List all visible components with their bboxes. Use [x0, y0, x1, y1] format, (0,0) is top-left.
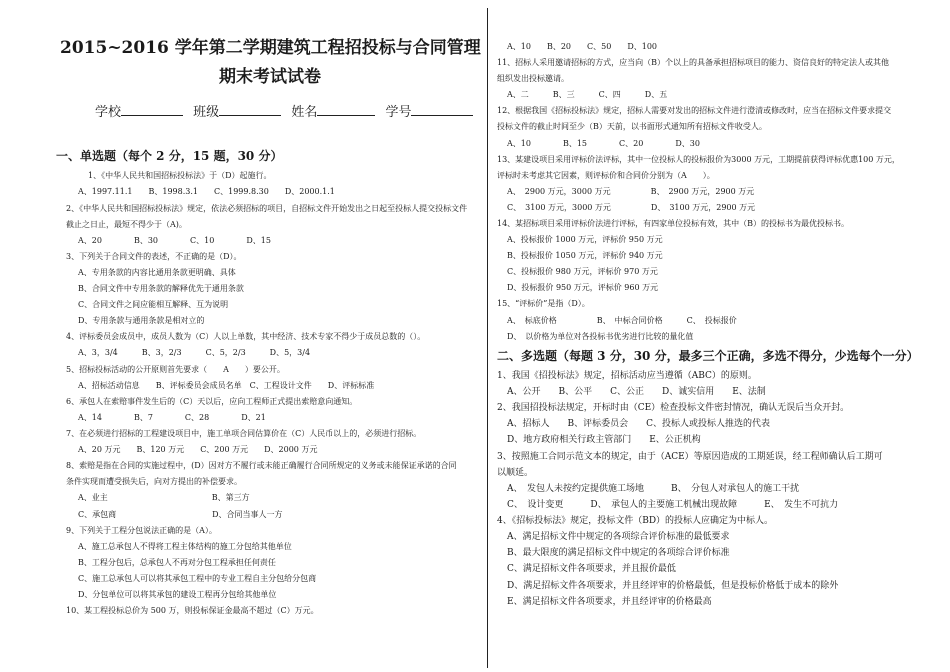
option-line: D、 以价格为单位对各投标书优劣进行比较的量化值	[507, 332, 694, 341]
option-line: A、 2900 万元，3000 万元 B、 2900 万元，2900 万元	[507, 187, 755, 196]
class-label: 班级	[193, 105, 220, 120]
option-line: A、招标人 B、评标委员会 C、投标人或投标人推选的代表	[507, 419, 771, 429]
question-line: 10、某工程投标总价为 500 万，则投标保证金最高不超过（C）万元。	[66, 606, 319, 615]
option-line: A、满足招标文件中规定的各项综合评价标准的最低要求	[507, 532, 730, 542]
question-line: 3、下列关于合同文件的表述，不正确的是（D）。	[66, 252, 242, 261]
question-line: 15、“评标价”是指（D）。	[497, 299, 590, 308]
question-line: 5、招标投标活动的公开原则首先要求（ A ）要公开。	[66, 365, 285, 374]
option-line: A、 标底价格 B、 中标合同价格 C、 投标报价	[507, 316, 737, 325]
option-line: C、施工总承包人可以将其承包工程中的专业工程自主分包给分包商	[78, 574, 317, 583]
option-line: C、合同文件之间应能相互解释、互为说明	[78, 300, 229, 309]
option-line: C、 设计变更 D、 承包人的主要施工机械出现故障 E、 发生不可抗力	[507, 500, 839, 510]
option-line: A、招标活动信息 B、评标委员会成员名单 C、工程设计文件 D、评标标准	[78, 381, 375, 390]
class-blank	[219, 103, 281, 116]
question-line: 条件实现而遭受损失后，向对方提出的补偿要求。	[66, 477, 242, 486]
question-line: 4、《招标投标法》规定，投标文件（BD）的投标人应确定为中标人。	[497, 516, 774, 526]
question-line: 截止之日止，最短不得少于（A)。	[66, 220, 187, 229]
option-line: C、承包商 D、合同当事人一方	[78, 510, 283, 519]
option-line: B、投标报价 1050 万元，评标价 940 万元	[507, 251, 663, 260]
question-line: 8、索赔是指在合同的实施过程中，(D）因对方不履行或未能正确履行合同所规定的义务或未能保证承诺的合同	[66, 461, 457, 470]
option-line: A、20 B、30 C、10 D、15	[78, 236, 271, 245]
question-line: 评标时未考虑其它因素，则评标价和合同价分别为（A ）。	[497, 171, 715, 180]
question-line: 13、某建设项目采用评标价法评标，其中一位投标人的投标报价为3000 万元，工期提前获得评标优惠100 万元，	[497, 155, 900, 164]
option-line: A、1997.11.1 B、1998.3.1 C、1999.8.30 D、2000.1.1	[78, 187, 335, 196]
school-label: 学校	[95, 105, 122, 120]
question-line: 3、按照施工合同示范文本的规定，由于（ACE）等原因造成的工期延误，经工程师确认后工期可	[497, 452, 883, 462]
question-line: 1、《中华人民共和国招标投标法》于（D）起施行。	[88, 171, 272, 180]
name-blank	[317, 103, 375, 116]
question-line: 投标文件的截止时间至少（B）天前，以书面形式通知所有招标文件收受人。	[497, 122, 767, 131]
option-line: A、二 B、三 C、四 D、五	[507, 90, 668, 99]
option-line: A、 发包人未按约定提供施工场地 B、 分包人对承包人的施工干扰	[507, 484, 800, 494]
question-line: 1、我国《招投标法》规定，招标活动应当遵循（ABC）的原则。	[497, 371, 757, 381]
id-blank	[411, 103, 473, 116]
column-divider	[487, 8, 488, 668]
option-line: D、专用条款与通用条款是相对立的	[78, 316, 205, 325]
question-line: 11、招标人采用邀请招标的方式，应当向（B）个以上的具备承担招标项目的能力、资信良好的特定法人或其他	[497, 58, 890, 67]
option-line: B、工程分包后，总承包人不再对分包工程承担任何责任	[78, 558, 276, 567]
name-label: 姓名	[291, 105, 318, 120]
option-line: D、满足招标文件各项要求，并且经评审的价格最低，但是投标价格低于成本的除外	[507, 581, 839, 591]
option-line: A、专用条款的内容比通用条款更明确、具体	[78, 268, 236, 277]
question-line: 以顺延。	[497, 468, 534, 478]
option-line: A、3，3/4 B、3，2/3 C、5，2/3 D、5，3/4	[78, 348, 311, 357]
question-line: 14、某招标项目采用评标价法进行评标，有四家单位投标有效，其中（B）的投标书为最优投标书。	[497, 219, 850, 228]
section-single-choice: 一、单选题（每个 2 分，15 题，30 分）	[56, 149, 283, 163]
option-line: A、业主 B、第三方	[78, 493, 250, 502]
question-line: 组织发出投标邀请。	[497, 74, 569, 83]
question-line: 6、承包人在索赔事件发生后的（C）天以后，应向工程师正式提出索赔意向通知。	[66, 397, 358, 406]
option-line: A、公开 B、公平 C、公正 D、诚实信用 E、法制	[507, 387, 766, 397]
question-line: 2、《中华人民共和国招标投标法》规定，依法必须招标的项目，自招标文件开始发出之日起至投标人提交投标文件	[66, 204, 468, 213]
option-line: E、满足招标文件各项要求，并且经评审的价格最高	[507, 597, 712, 607]
question-line: 12、根据我国《招标投标法》规定，招标人需要对发出的招标文件进行澄清或修改时，应当在招标文件要求提交	[497, 106, 892, 115]
option-line: C、 3100 万元，3000 万元 D、 3100 万元，2900 万元	[507, 203, 756, 212]
id-label: 学号	[385, 105, 412, 120]
option-line: A、20 万元 B、120 万元 C、200 万元 D、2000 万元	[78, 445, 318, 454]
student-info-row	[95, 101, 473, 120]
question-line: 9、下列关于工程分包说法正确的是（A）。	[66, 526, 217, 535]
question-line: 2、我国招投标法规定，开标时由（CE）检查投标文件密封情况，确认无误后当众开封。	[497, 403, 850, 413]
section-multiple-choice: 二、多选题（每题 3 分，30 分，最多三个正确，多选不得分，少选每个一分）	[497, 349, 919, 363]
option-line: D、地方政府相关行政主管部门 E、公正机构	[507, 435, 701, 445]
question-line: 7、在必须进行招标的工程建设项目中，施工单项合同估算价在（C）人民币以上的，必须进行招标。	[66, 429, 422, 438]
option-line: D、分包单位可以将其承包的建设工程再分包给其他单位	[78, 590, 277, 599]
option-line: C、投标报价 980 万元，评标价 970 万元	[507, 267, 658, 276]
school-blank	[121, 103, 183, 116]
option-line: D、投标报价 950 万元，评标价 960 万元	[507, 283, 659, 292]
option-line: B、合同文件中专用条款的解释优先于通用条款	[78, 284, 244, 293]
option-line: A、施工总承包人不得将工程主体结构的施工分包给其他单位	[78, 542, 292, 551]
option-line: B、最大限度的满足招标文件中规定的各项综合评价标准	[507, 548, 730, 558]
option-line: A、10 B、20 C、50 D、100	[507, 42, 657, 51]
question-line: 4、评标委员会成员中，成员人数为（C）人以上单数，其中经济、技术专家不得少于成员总数的（）。	[66, 332, 426, 341]
option-line: A、10 B、15 C、20 D、30	[507, 139, 700, 148]
exam-title: 2015~2016 学年第二学期建筑工程招投标与合同管理	[60, 38, 481, 58]
option-line: A、14 B、7 C、28 D、21	[78, 413, 266, 422]
option-line: C、满足招标文件各项要求，并且报价最低	[507, 564, 676, 574]
option-line: A、投标报价 1000 万元，评标价 950 万元	[507, 235, 663, 244]
exam-subtitle: 期末考试试卷	[219, 67, 321, 87]
